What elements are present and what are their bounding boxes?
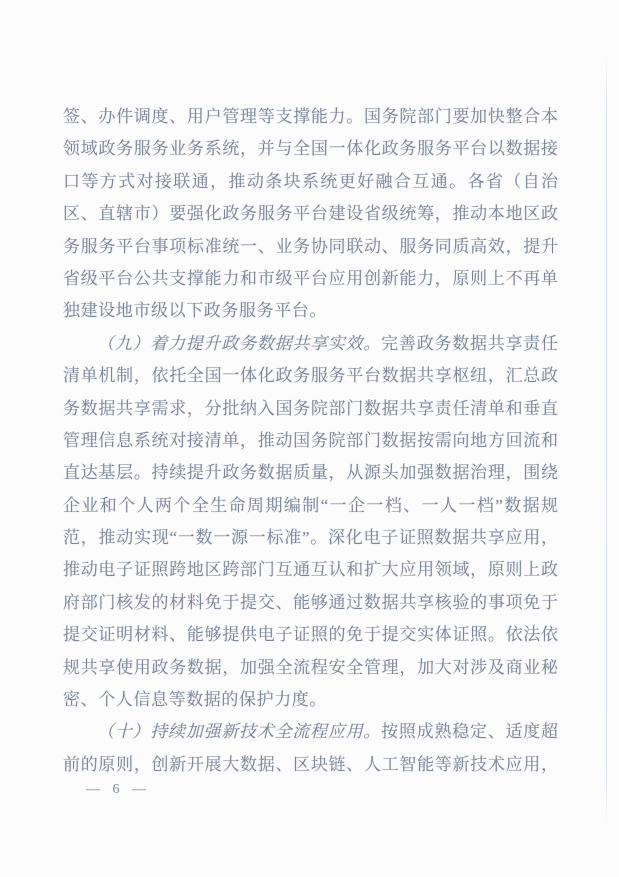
line-text: 直达基层。持续提升政务数据质量，从源头加强数据治理，围绕: [63, 463, 558, 483]
text-line: [63, 522, 558, 554]
line-text: 完善政务数据共享责任: [381, 333, 558, 353]
text-line: [63, 198, 558, 230]
line-text: 管理信息系统对接清单，推动国务院部门数据按需向地方回流和: [63, 430, 558, 450]
line-text: 提交证明材料、能够提供电子证照的免于提交实体证照。依法依: [63, 625, 558, 645]
text-line: [63, 231, 558, 263]
text-line: [63, 263, 558, 295]
text-line: [63, 716, 558, 748]
text-line: [63, 101, 558, 133]
line-text: 企业和个人两个全生命周期编制“一企一档、一人一档”数据规: [63, 495, 558, 515]
line-text: 省级平台公共支撑能力和市级平台应用创新能力，原则上不再单: [63, 268, 558, 288]
line-text: 清单机制，依托全国一体化政务服务平台数据共享枢纽，汇总政: [63, 366, 558, 386]
text-line: [63, 684, 558, 716]
text-line: [63, 619, 558, 651]
text-line: [63, 295, 558, 327]
text-line: [63, 166, 558, 198]
text-line: [63, 490, 558, 522]
line-text: 口等方式对接联通，推动条块系统更好融合互通。各省（自治: [63, 171, 558, 191]
line-text: 规共享使用政务数据，加强全流程安全管理，加大对涉及商业秘: [63, 657, 558, 677]
text-line: [63, 554, 558, 586]
clause-10-heading: （十）持续加强新技术全流程应用。: [97, 722, 382, 742]
scan-artifact-line: [606, 55, 607, 825]
text-line: [63, 328, 558, 360]
text-line: [63, 457, 558, 489]
text-line: [63, 652, 558, 684]
line-text: 前的原则，创新开展大数据、区块链、人工智能等新技术应用，: [63, 754, 558, 774]
text-line: [63, 133, 558, 165]
line-text: 领域政务服务业务系统，并与全国一体化政务服务平台以数据接: [63, 139, 558, 159]
line-text: 范，推动实现“一数一源一标准”。深化电子证照数据共享应用，: [63, 528, 558, 548]
line-text: 密、个人信息等数据的保护力度。: [63, 690, 327, 710]
line-text: 区、直辖市）要强化政务服务平台建设省级统筹，推动本地区政: [63, 204, 558, 224]
line-text: 府部门核发的材料免于提交、能够通过数据共享核验的事项免于: [63, 592, 558, 612]
text-line: [63, 587, 558, 619]
clause-9-heading: （九）着力提升政务数据共享实效。: [97, 333, 382, 353]
text-line: [63, 360, 558, 392]
line-text: 推动电子证照跨地区跨部门互通互认和扩大应用领域，原则上政: [63, 560, 558, 580]
line-text: 签、办件调度、用户管理等支撑能力。国务院部门要加快整合本: [63, 107, 558, 126]
text-line: [63, 393, 558, 425]
page-number: — 6 —: [86, 782, 147, 797]
line-text: 独建设地市级以下政务服务平台。: [63, 301, 327, 321]
line-text: 按照成熟稳定、适度超: [381, 722, 558, 742]
line-text: 务数据共享需求，分批纳入国务院部门数据共享责任清单和垂直: [63, 398, 558, 418]
text-line: [63, 749, 558, 781]
line-text: 务服务平台事项标准统一、业务协同联动、服务同质高效，提升: [63, 236, 558, 256]
body-text: [63, 101, 558, 781]
text-line: [63, 425, 558, 457]
